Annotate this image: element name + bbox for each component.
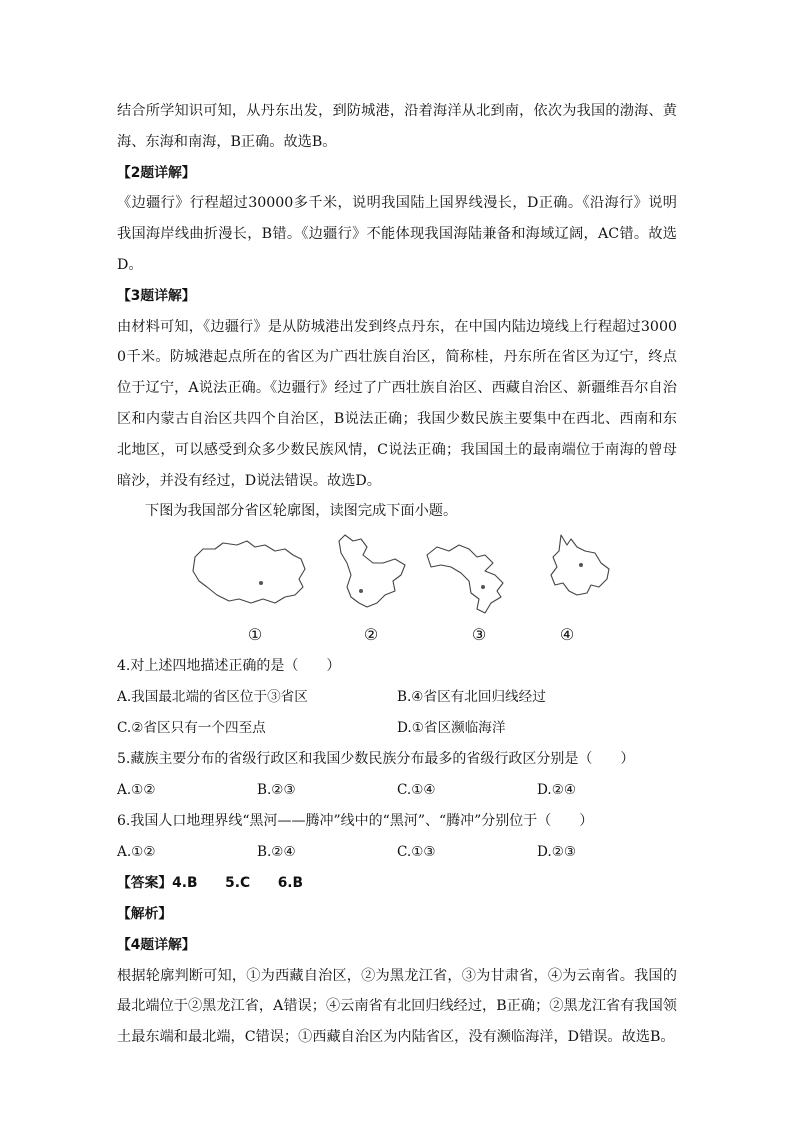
question-4-option-a: A.我国最北端的省区位于③省区 [117,689,308,706]
question-5-options [117,775,677,806]
question-6-option-c: C.①③ [397,844,436,861]
paragraph-q2-explanation: 《边疆行》行程超过30000多千米，说明我国陆上国界线漫长，D正确。《沿海行》说明我国海岸线曲折漫长，B错。《边疆行》不能体现我国海陆兼备和海域辽阔，AC错。故选D。 [117,195,677,273]
map-label-1: ① [247,625,263,645]
yunnan-outline-icon [541,533,621,613]
analysis-heading: 【解析】 [117,905,173,922]
question-4-options-row-2 [117,713,677,744]
question-4-option-d: D.①省区濒临海洋 [397,720,506,737]
question-6-option-a: A.①② [117,844,156,861]
question-6-option-b: B.②④ [257,844,296,861]
heading-q4-detail: 【4题详解】 [117,936,196,953]
paragraph-q3-explanation: 由材料可知，《边疆行》是从防城港出发到终点丹东，在中国内陆边境线上行程超过30000千米。防城港起点所在的省区为广西壮族自治区，简称桂，丹东所在省区为辽宁，终点位于辽宁，A说法正确。《边疆行》经过了广西壮族自治区、西藏自治区、新疆维吾尔自治区和内蒙古自治区共四个自治区，B说法正确；我国少数民族主要集中在西北、西南和东北地区，可以感受到众多少数民族风情，C说法正确；我国国土的最南端位于南海的曾母暗沙，并没有经过，D说法错误。故选D。 [117,318,677,489]
question-4-option-c: C.②省区只有一个四至点 [117,720,266,737]
heilongjiang-outline-icon [333,533,413,613]
question-5-option-d: D.②④ [537,782,577,799]
heading-q2-detail: 【2题详解】 [117,164,196,181]
question-4-options-row-1 [117,682,677,713]
question-6-options [117,837,677,868]
question-4-stem: 4.对上述四地描述正确的是（ ） [117,658,341,675]
tibet-outline-icon [189,537,309,612]
question-6-stem: 6.我国人口地理界线“黑河——腾冲”线中的“黑河”、“腾冲”分别位于（ ） [117,813,594,830]
map-label-3: ③ [471,625,487,645]
gansu-outline-icon [423,537,528,617]
heading-q3-detail: 【3题详解】 [117,287,196,304]
document-page [117,96,677,1053]
paragraph-q4-explanation: 根据轮廓判断可知，①为西藏自治区，②为黑龙江省，③为甘肃省，④为云南省。我国的最北端位于②黑龙江省，A错误；④云南省有北回归线经过，B正确；②黑龙江省有我国领土最东端和最北端，C错误；①西藏自治区为内陆省区，没有濒临海洋，D错误。故选B。 [117,967,677,1046]
answer-line: 【答案】4.B 5.C 6.B [117,875,304,892]
province-outline-figure [117,533,677,651]
question-4-option-b: B.④省区有北回归线经过 [397,689,546,706]
map-label-2: ② [363,625,379,645]
paragraph-map-intro: 下图为我国部分省区轮廓图，读图完成下面小题。 [145,503,458,520]
question-5-stem: 5.藏族主要分布的省级行政区和我国少数民族分布最多的省级行政区分别是（ ） [117,751,635,768]
map-label-4: ④ [559,625,575,645]
question-5-option-b: B.②③ [257,782,296,799]
paragraph-q1-explanation: 结合所学知识可知，从丹东出发，到防城港，沿着海洋从北到南，依次为我国的渤海、黄海、东海和南海，B正确。故选B。 [117,103,677,150]
question-5-option-a: A.①② [117,782,156,799]
question-6-option-d: D.②③ [537,844,577,861]
question-5-option-c: C.①④ [397,782,436,799]
